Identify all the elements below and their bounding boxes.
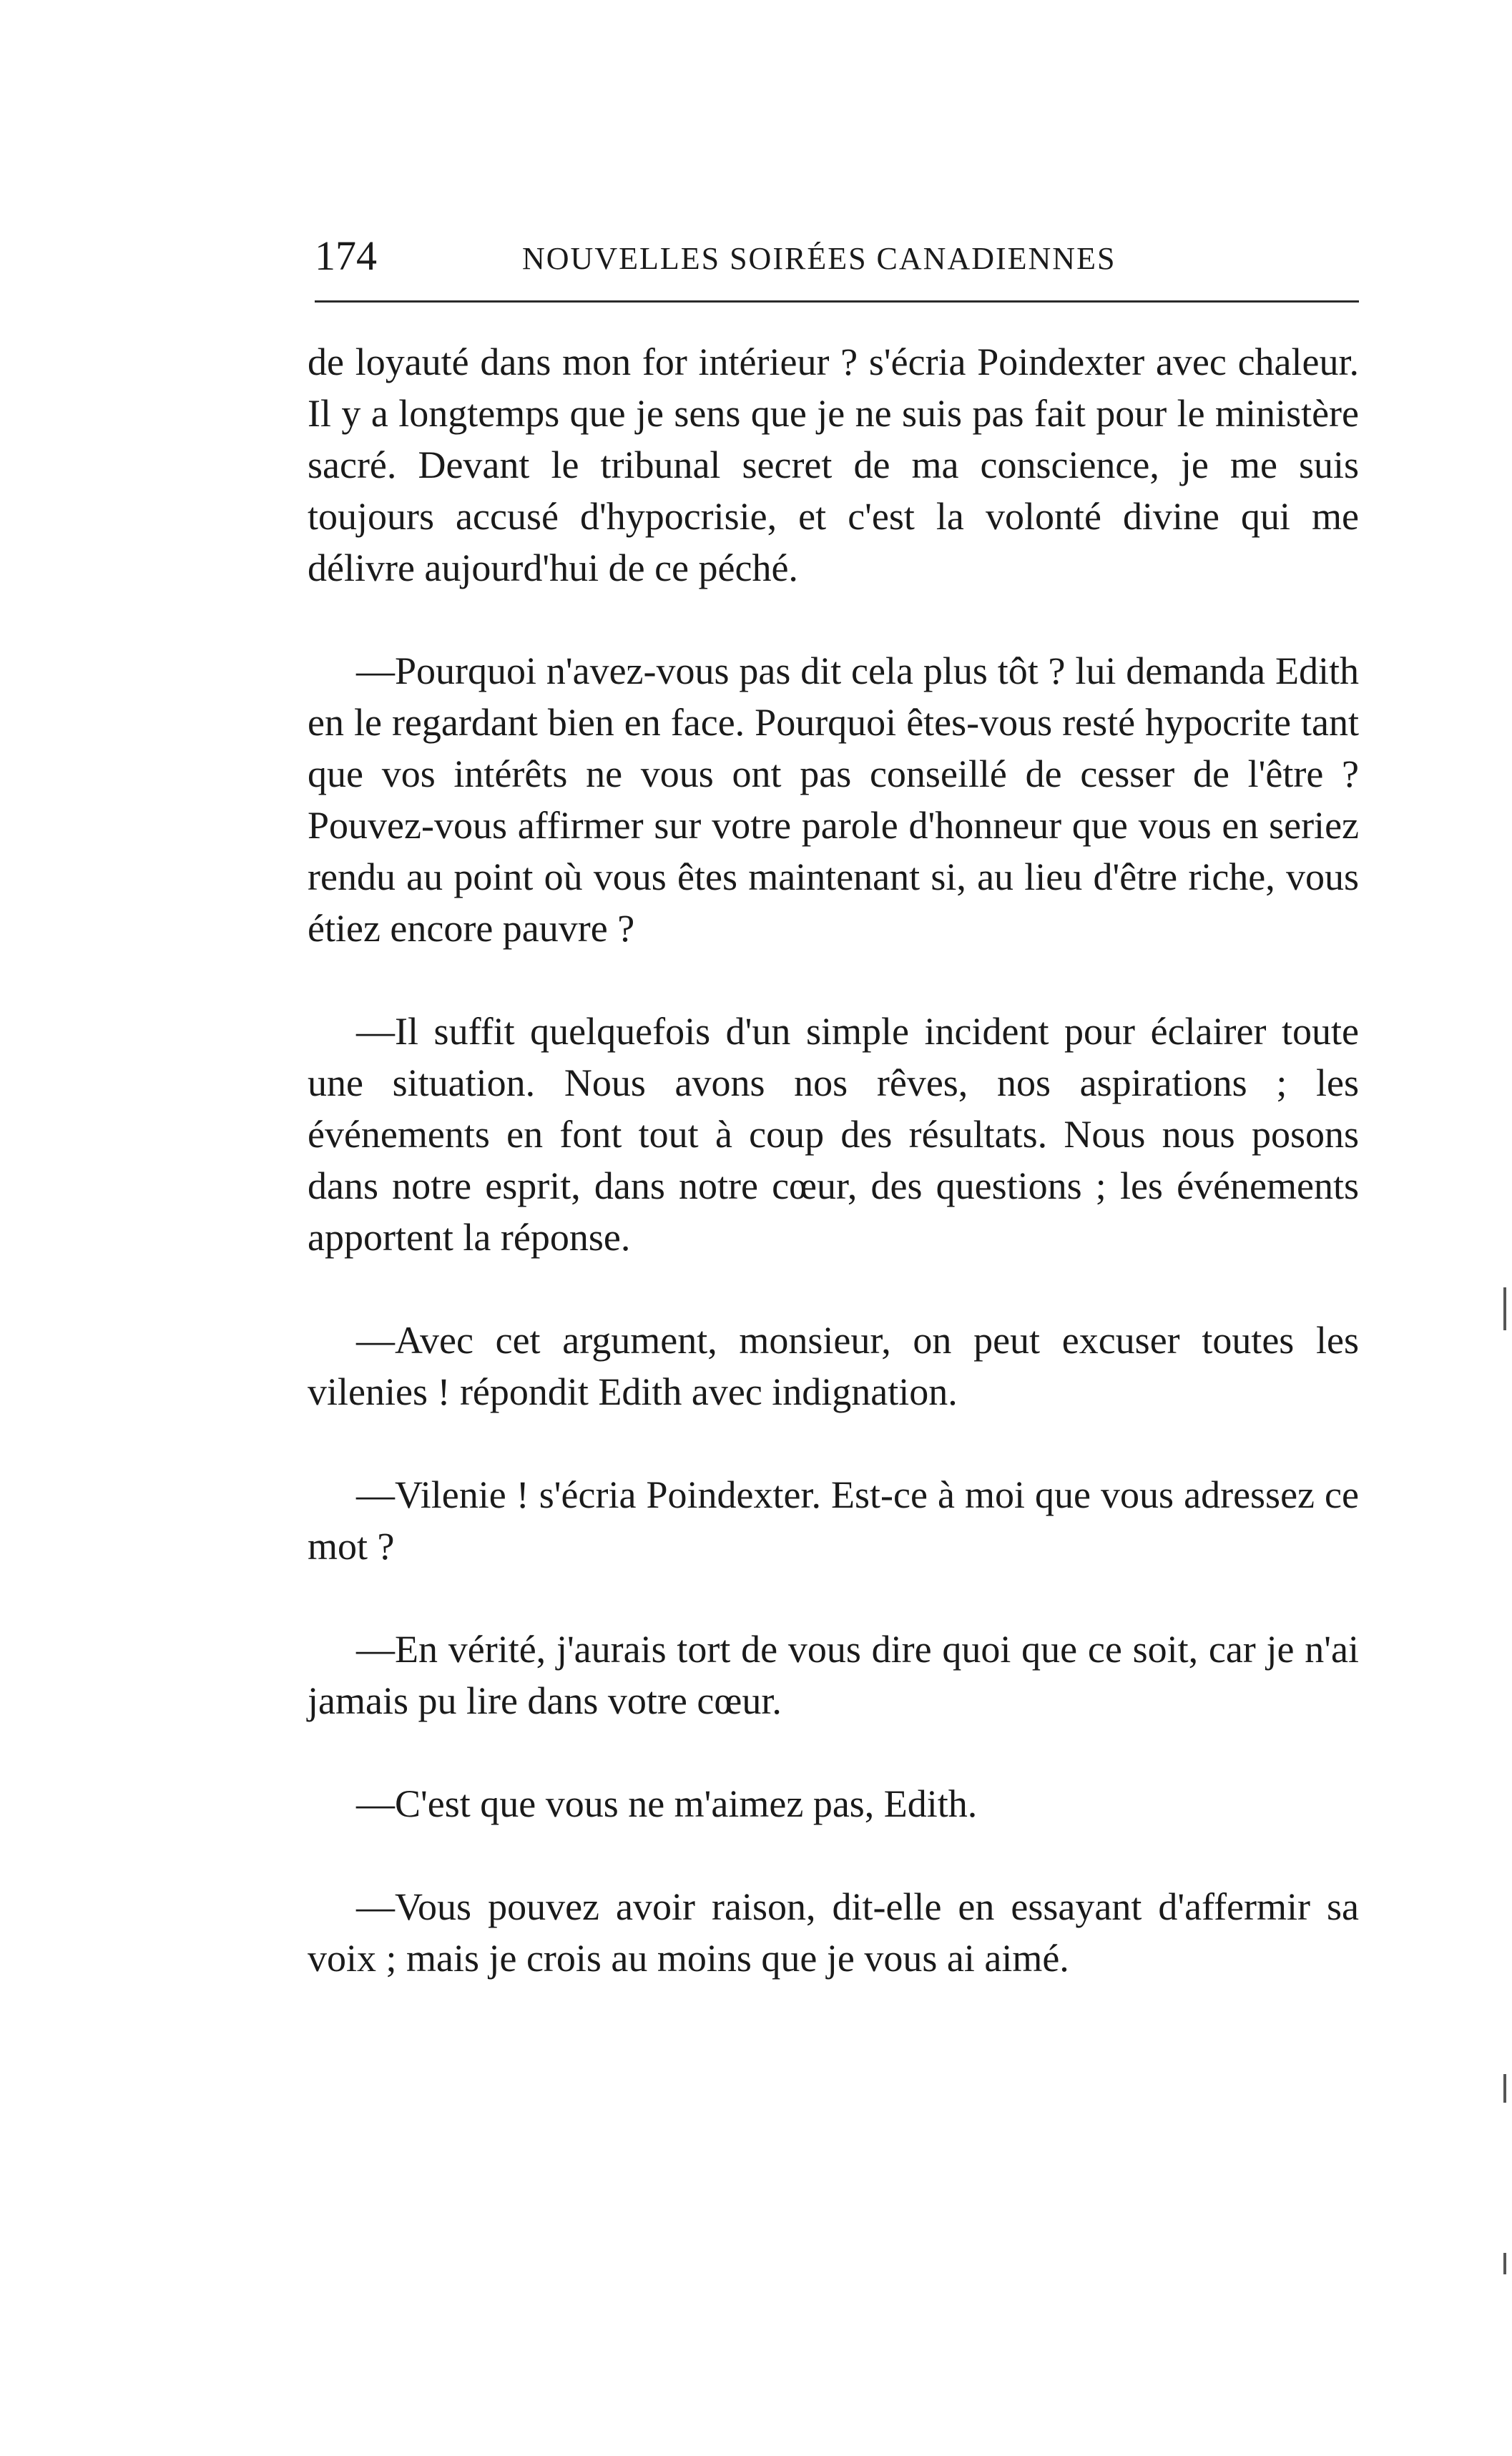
scan-margin-mark (1503, 2074, 1506, 2103)
page-number: 174 (315, 232, 377, 279)
running-title: NOUVELLES SOIRÉES CANADIENNES (522, 241, 1116, 276)
body-text (308, 336, 1359, 1984)
paragraph: —Vilenie ! s'écria Poindexter. Est-ce à moi que vous adressez ce mot ? (308, 1473, 1359, 1568)
paragraph: —En vérité, j'aurais tort de vous dire quoi que ce soit, car je n'ai jamais pu lire dans votre cœur. (308, 1628, 1359, 1722)
page-header (315, 227, 1359, 285)
paragraph: de loyauté dans mon for intérieur ? s'écria Poindexter avec chaleur. Il y a longtemps que je sens que je ne suis pas fait pour le ministère sacré. Devant le tribunal secret de ma conscience, je me suis toujours accusé d'hypocrisie, et c'est la volonté divine qui me délivre aujourd'hui de ce péché. (308, 340, 1359, 589)
paragraph: —C'est que vous ne m'aimez pas, Edith. (356, 1782, 978, 1825)
paragraph: —Il suffit quelquefois d'un simple incident pour éclairer toute une situation. Nous avons nos rêves, nos aspirations ; les événements en font tout à coup des résultats. Nous nous posons dans notre esprit, dans notre cœur, des questions ; les événements apportent la réponse. (308, 1010, 1359, 1259)
scan-margin-mark (1503, 2253, 1506, 2274)
header-rule (315, 300, 1359, 303)
paragraph: —Pourquoi n'avez-vous pas dit cela plus tôt ? lui demanda Edith en le regardant bien en face. Pourquoi êtes-vous resté hypocrite tant que vos intérêts ne vous ont pas conseillé de cesser de l'être ? Pouvez-vous affirmer sur votre parole d'honneur que vous en seriez rendu au point où vous êtes maintenant si, au lieu d'être riche, vous étiez encore pauvre ? (308, 649, 1359, 950)
scan-margin-mark (1503, 1287, 1506, 1330)
paragraph: —Vous pouvez avoir raison, dit-elle en essayant d'affermir sa voix ; mais je crois au moins que je vous ai aimé. (308, 1885, 1359, 1980)
paragraph: —Avec cet argument, monsieur, on peut excuser toutes les vilenies ! répondit Edith avec indignation. (308, 1319, 1359, 1413)
